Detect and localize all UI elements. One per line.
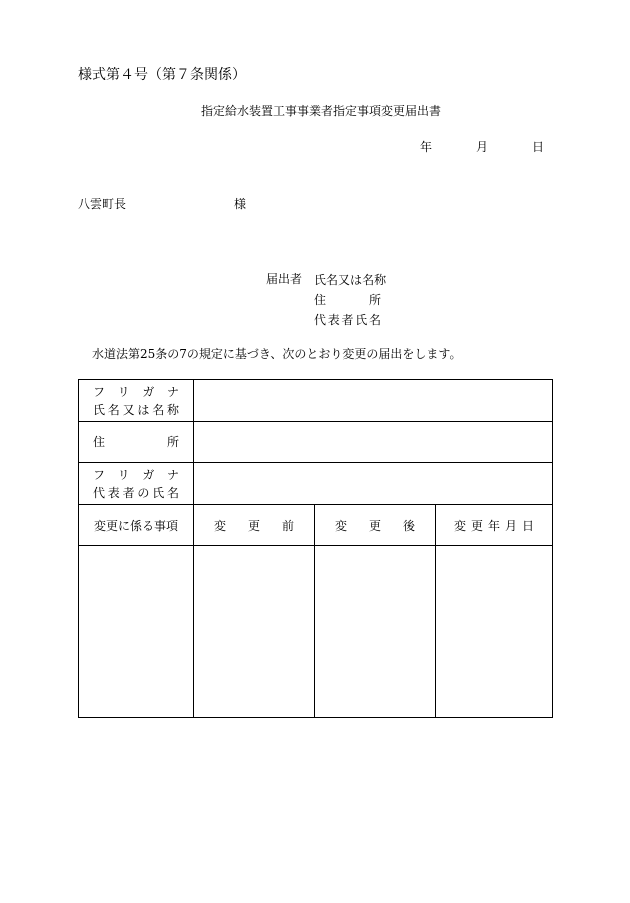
label-char: 所	[166, 435, 179, 449]
name-label-cell	[79, 380, 194, 422]
notifier-address-field	[314, 290, 381, 310]
addressee	[78, 195, 246, 212]
label-char: は	[137, 402, 150, 417]
label-char: フ	[93, 384, 106, 399]
notifier-representative-field	[314, 310, 381, 330]
header-change-date	[436, 517, 552, 534]
label-char: 又	[338, 273, 351, 287]
label-char: ガ	[142, 467, 155, 482]
header-before	[194, 517, 314, 534]
label-char: 名	[166, 485, 179, 500]
label-char: リ	[117, 384, 130, 399]
label-char: の	[137, 485, 150, 500]
date-year-label: 年	[419, 140, 432, 154]
name-furigana-label	[93, 383, 179, 401]
label-char: ガ	[142, 384, 155, 399]
label-char: 後	[402, 518, 415, 533]
address-label-cell	[79, 422, 194, 463]
label-char: は	[350, 273, 363, 287]
label-char: ナ	[166, 467, 179, 482]
label-char: 前	[281, 518, 294, 533]
label-char: 名	[326, 273, 339, 287]
label-char: 更	[471, 518, 484, 533]
label-char: 名	[152, 402, 165, 417]
label-char: フ	[93, 467, 106, 482]
label-char: 名	[368, 313, 381, 327]
body-before-cell[interactable]	[194, 546, 315, 718]
label-char: 名	[107, 402, 120, 417]
representative-furigana-label	[93, 466, 179, 484]
body-after-cell[interactable]	[315, 546, 436, 718]
header-after-cell	[315, 505, 436, 546]
label-char: 住	[314, 293, 327, 307]
label-char: 氏	[314, 273, 327, 287]
table-header-row	[79, 505, 553, 546]
label-char: 変	[214, 518, 227, 533]
body-text: 水道法第25条の7の規定に基づき、次のとおり変更の届出をします。	[92, 347, 462, 361]
label-char: 変	[335, 518, 348, 533]
label-char: 表	[107, 485, 120, 500]
notifier-fields	[314, 270, 387, 330]
label-char: リ	[117, 467, 130, 482]
label-char: 名	[362, 273, 375, 287]
label-char: 者	[341, 313, 354, 327]
body-date-cell[interactable]	[436, 546, 553, 718]
notifier-label: 届出者	[266, 272, 303, 286]
representative-label	[93, 484, 179, 502]
representative-label-cell	[79, 463, 194, 505]
header-change-item: 変更に係る事項	[79, 505, 194, 546]
label-char: 称	[374, 273, 387, 287]
label-char: 代	[93, 485, 106, 500]
addressee-honorific: 様	[234, 197, 247, 211]
label-char: 更	[247, 518, 260, 533]
name-label	[93, 401, 179, 419]
notifier-name-field	[314, 270, 387, 290]
header-before-cell	[194, 505, 315, 546]
table-row-name	[79, 380, 553, 422]
header-after	[315, 517, 435, 534]
form-number: 様式第４号（第７条関係）	[78, 67, 246, 83]
representative-value-cell[interactable]	[194, 463, 553, 505]
label-char: 又	[122, 402, 135, 417]
date-month-label: 月	[475, 140, 488, 154]
body-change-item-cell[interactable]	[79, 546, 194, 718]
name-value-cell[interactable]	[194, 380, 553, 422]
label-char: ナ	[166, 384, 179, 399]
label-char: 変	[454, 518, 467, 533]
address-value-cell[interactable]	[194, 422, 553, 463]
form-title: 指定給水装置工事事業者指定事項変更届出書	[200, 104, 441, 118]
header-date-cell	[436, 505, 553, 546]
label-char: 氏	[93, 402, 106, 417]
label-char: 表	[327, 313, 340, 327]
label-char: 者	[122, 485, 135, 500]
label-char: 住	[93, 435, 106, 449]
label-char: 氏	[355, 313, 368, 327]
change-table	[78, 379, 553, 718]
addressee-name: 八雲町長	[78, 197, 127, 211]
table-row-address	[79, 422, 553, 463]
label-char: 氏	[152, 485, 165, 500]
label-char: 称	[166, 402, 179, 417]
table-body-row	[79, 546, 553, 718]
date-day-label: 日	[531, 140, 544, 154]
label-char: 日	[522, 518, 535, 533]
date-line	[420, 138, 544, 155]
label-char: 更	[368, 518, 381, 533]
label-char: 代	[314, 313, 327, 327]
label-char: 年	[488, 518, 501, 533]
label-char: 所	[368, 293, 381, 307]
table-row-representative	[79, 463, 553, 505]
label-char: 月	[505, 518, 518, 533]
address-label	[93, 433, 179, 451]
